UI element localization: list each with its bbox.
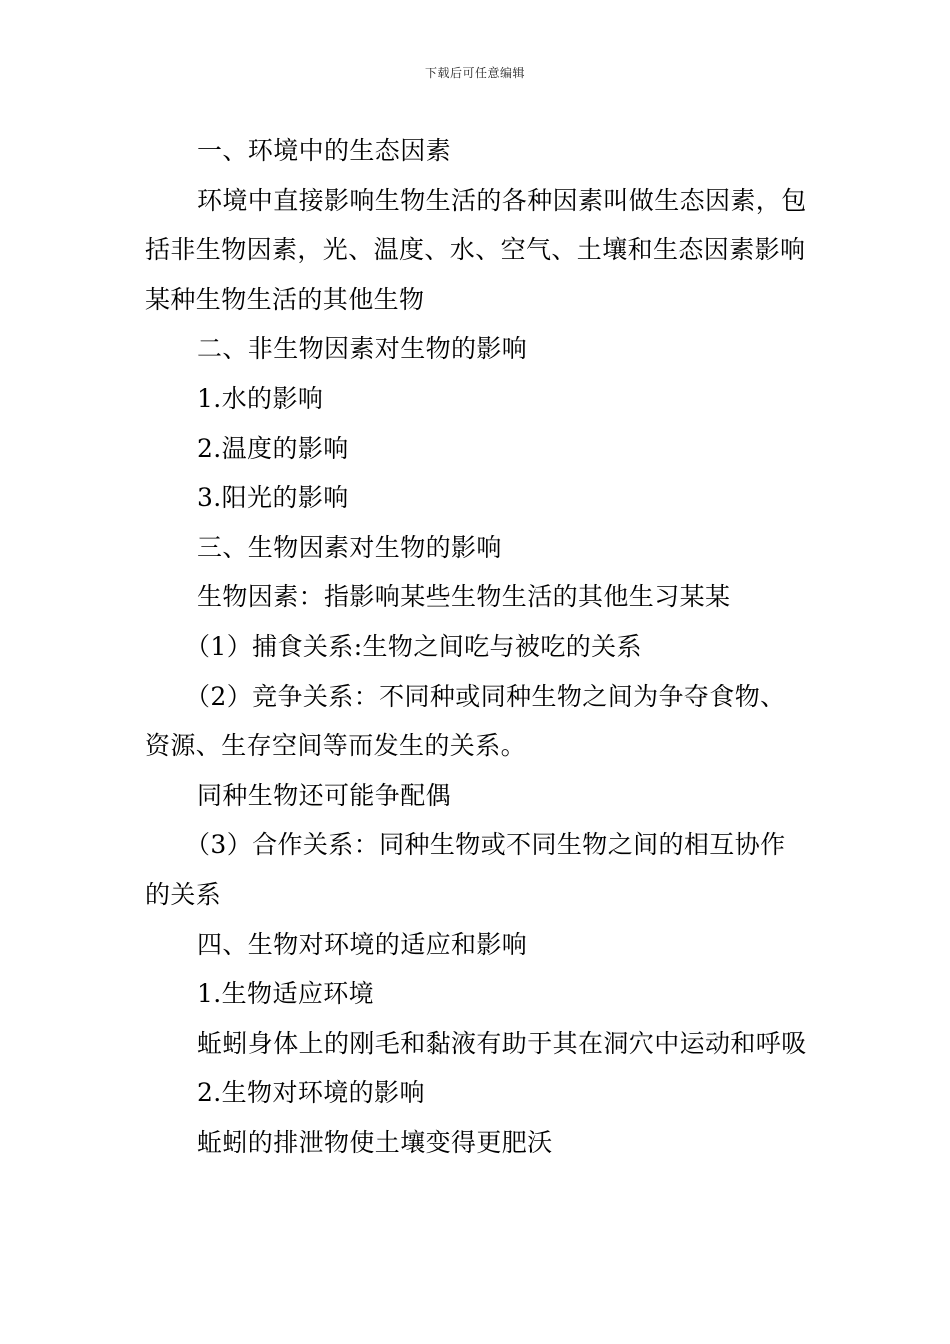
list-item: （3）合作关系：同种生物或不同生物之间的相互协作的关系 bbox=[145, 830, 786, 909]
section-heading-2: 二、非生物因素对生物的影响 bbox=[197, 334, 528, 364]
list-item: 2.生物对环境的影响 bbox=[197, 1078, 425, 1108]
list-item: （1）捕食关系:生物之间吃与被吃的关系 bbox=[185, 631, 642, 661]
section-heading-3: 三、生物因素对生物的影响 bbox=[197, 532, 502, 562]
paragraph: 蚯蚓的排泄物使土壤变得更肥沃 bbox=[197, 1127, 553, 1157]
list-item: 3.阳光的影响 bbox=[197, 483, 349, 513]
list-item: （2）竞争关系：不同种或同种生物之间为争夺食物、资源、生存空间等而发生的关系。 bbox=[145, 681, 786, 761]
paragraph: 环境中直接影响生物生活的各种因素叫做生态因素，包括非生物因素，光、温度、水、空气、土壤和生态因素影响某种生物生活的其他生物 bbox=[145, 185, 807, 314]
page-header-note: 下载后可任意编辑 bbox=[424, 66, 525, 80]
section-heading-1: 一、环境中的生态因素 bbox=[197, 136, 452, 165]
document-body bbox=[145, 126, 810, 1167]
paragraph: 同种生物还可能争配偶 bbox=[197, 780, 452, 810]
list-item: 2.温度的影响 bbox=[197, 433, 349, 463]
section-heading-4: 四、生物对环境的适应和影响 bbox=[197, 929, 528, 959]
list-item: 1.生物适应环境 bbox=[197, 979, 375, 1009]
paragraph: 生物因素：指影响某些生物生活的其他生习某某 bbox=[197, 582, 731, 612]
list-item: 1.水的影响 bbox=[197, 383, 324, 413]
paragraph: 蚯蚓身体上的刚毛和黏液有助于其在洞穴中运动和呼吸 bbox=[197, 1028, 807, 1058]
